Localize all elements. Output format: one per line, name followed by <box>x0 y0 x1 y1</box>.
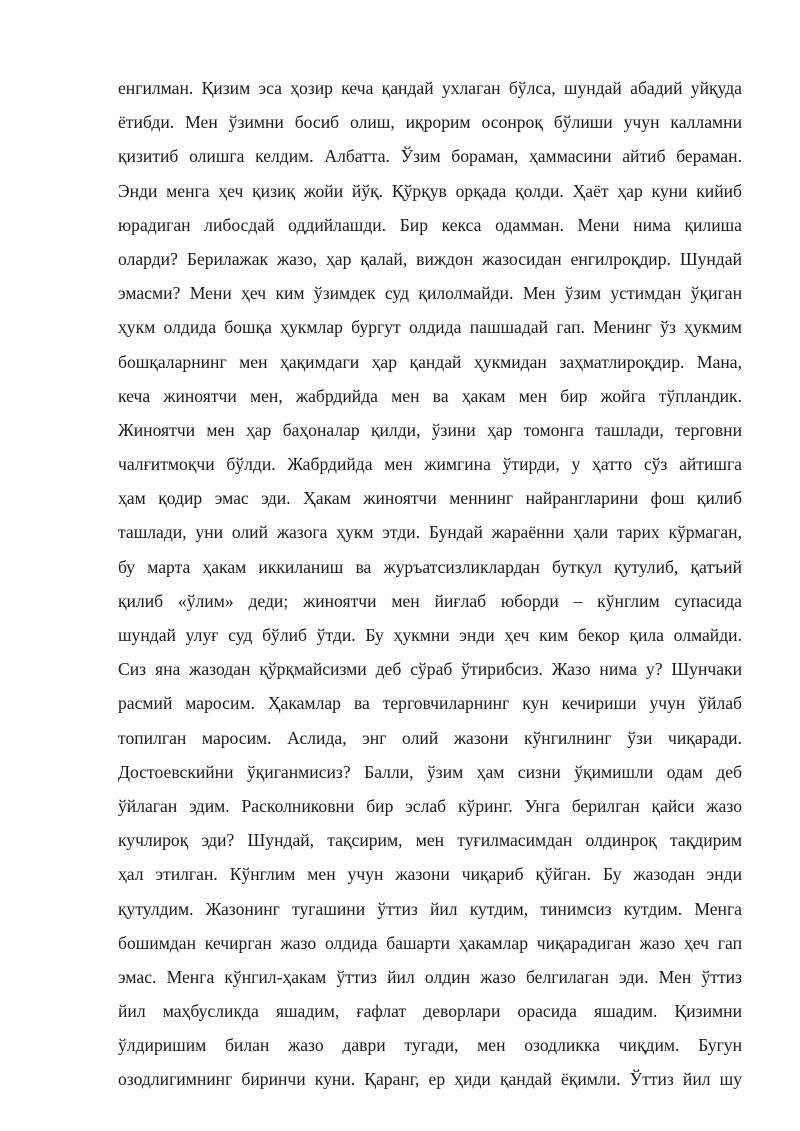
text-line: топилган маросим. Аслида, энг олий жазони кўнгилнинг ўзи чиқаради. <box>118 727 742 748</box>
text-line: Сиз яна жазодан қўрқмайсизми деб сўраб ўтирибсиз. Жазо нима у? Шунчаки <box>118 659 742 680</box>
body-text <box>118 71 742 1097</box>
text-line: бошимдан кечирган жазо олдида башарти ҳакамлар чиқарадиган жазо ҳеч гап <box>118 932 742 953</box>
text-line: ҳал этилган. Кўнглим мен учун жазони чиқариб қўйган. Бу жазодан энди <box>118 864 742 885</box>
text-line: қизитиб олишга келдим. Албатта. Ўзим бораман, ҳаммасини айтиб бераман. <box>118 146 742 167</box>
text-line: юрадиган либосдай оддийлашди. Бир кекса одамман. Мени нима қилиша <box>118 214 742 235</box>
text-line: енгилман. Қизим эса ҳозир кеча қандай ухлаган бўлса, шундай абадий уйқуда <box>118 78 742 98</box>
text-line: бу марта ҳакам иккиланиш ва журъатсизликлардан буткул қутулиб, қатъий <box>118 556 742 577</box>
text-line: Достоевскийни ўқиганмисиз? Балли, ўзим ҳам сизни ўқимишли одам деб <box>118 761 742 782</box>
text-line: ҳам қодир эмас эди. Ҳакам жиноятчи меннинг найрангларини фош қилиб <box>118 488 742 509</box>
text-line: чалғитмоқчи бўлди. Жабрдийда мен жимгина ўтирди, у ҳатто сўз айтишга <box>118 454 742 475</box>
text-line: ўйлаган эдим. Расколниковни бир эслаб кўринг. Унга берилган қайси жазо <box>118 795 742 816</box>
text-line: йил маҳбусликда яшадим, ғафлат деворлари орасида яшадим. Қизимни <box>118 1001 742 1022</box>
text-line: эмасми? Мени ҳеч ким ўзимдек суд қилолмайди. Мен ўзим устимдан ўқиган <box>118 283 742 304</box>
text-line: қилиб «ўлим» деди; жиноятчи мен йиғлаб юборди – кўнглим супасида <box>118 590 742 611</box>
text-line: ташлади, уни олий жазога ҳукм этди. Бундай жараённи ҳали тарих кўрмаган, <box>118 522 742 543</box>
text-line: кучлироқ эди? Шундай, тақсирим, мен туғилмасимдан олдинроқ тақдирим <box>118 830 742 851</box>
text-line: Жиноятчи мен ҳар баҳоналар қилди, ўзини ҳар томонга ташлади, терговни <box>118 419 742 440</box>
text-line: эмас. Менга кўнгил-ҳакам ўттиз йил олдин жазо белгилаган эди. Мен ўттиз <box>118 966 742 987</box>
text-line: ҳукм олдида бошқа ҳукмлар бургут олдида пашшадай гап. Менинг ўз ҳукмим <box>118 317 742 338</box>
text-line: ўлдиришим билан жазо даври тугади, мен озодликка чиқдим. Бугун <box>118 1035 742 1056</box>
text-line: ётибди. Мен ўзимни босиб олиш, иқрорим осонроқ бўлиши учун калламни <box>118 112 742 133</box>
text-line: расмий маросим. Ҳакамлар ва терговчиларнинг кун кечириши учун ўйлаб <box>118 693 742 714</box>
text-line: бошқаларнинг мен ҳақимдаги ҳар қандай ҳукмидан заҳматлироқдир. Мана, <box>118 351 742 372</box>
text-line: оларди? Берилажак жазо, ҳар қалай, виждон жазосидан енгилроқдир. Шундай <box>118 248 742 269</box>
text-line: Энди менга ҳеч қизиқ жойи йўқ. Қўрқув орқада қолди. Ҳаёт ҳар куни кийиб <box>118 180 742 201</box>
text-line: кеча жиноятчи мен, жабрдийда мен ва ҳакам мен бир жойга тўпландик. <box>118 385 742 406</box>
text-line: шундай улуғ суд бўлиб ўтди. Бу ҳукмни энди ҳеч ким бекор қила олмайди. <box>118 625 742 645</box>
text-line: озодлигимнинг биринчи куни. Қаранг, ер ҳиди қандай ёқимли. Ўттиз йил шу <box>118 1069 742 1090</box>
text-line: қутулдим. Жазонинг тугашини ўттиз йил кутдим, тинимсиз кутдим. Менга <box>118 898 742 919</box>
